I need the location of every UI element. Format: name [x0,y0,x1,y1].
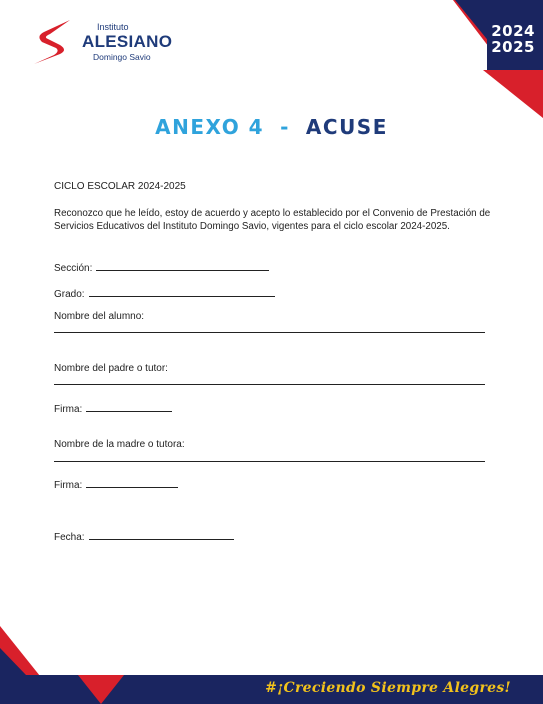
footer-red-triangle [78,675,124,704]
padre-input-line[interactable] [54,384,485,385]
grado-input-line[interactable] [89,286,275,297]
madre-input-line[interactable] [54,461,485,462]
seccion-field [54,260,269,274]
fecha-label: Fecha: [54,532,85,543]
fecha-input-line[interactable] [89,529,234,540]
firma-madre-input-line[interactable] [86,477,178,488]
logo-s-emblem-icon [30,16,82,68]
year-2024-label: 2024 [491,22,535,40]
firma-madre-field [54,477,178,491]
page-title [0,115,543,139]
footer-slogan: #¡Creciendo Siempre Alegres! [265,680,511,696]
alumno-input-line[interactable] [54,332,485,333]
firma-padre-input-line[interactable] [86,401,172,412]
fecha-field [54,529,234,543]
firma-madre-label: Firma: [54,480,83,491]
firma-padre-field [54,401,172,415]
top-right-corner-decoration [453,0,543,120]
grado-label: Grado: [54,289,85,300]
logo-name-text: ALESIANO [82,32,173,51]
madre-label: Nombre de la madre o tutora: [54,439,185,450]
grado-field [54,286,275,300]
school-logo [30,16,173,68]
seccion-label: Sección: [54,263,93,274]
title-anexo: ANEXO 4 [155,115,265,139]
title-dash: - [280,115,290,139]
alumno-label: Nombre del alumno: [54,311,145,322]
school-year-label: CICLO ESCOLAR 2024-2025 [54,181,186,192]
acknowledgement-paragraph: Reconozco que he leído, estoy de acuerdo y acepto lo establecido por el Convenio de Prestación de Servicios Educativos del Instituto Domingo Savio, vigentes para el ciclo escolar 2024-2025. [54,208,491,232]
year-2025-label: 2025 [491,38,535,56]
padre-label: Nombre del padre o tutor: [54,363,168,374]
seccion-input-line[interactable] [96,260,269,271]
title-acuse: ACUSE [305,115,388,139]
firma-padre-label: Firma: [54,404,83,415]
logo-subtitle-text: Domingo Savio [93,52,151,62]
logo-instituto-text: Instituto [97,22,129,32]
